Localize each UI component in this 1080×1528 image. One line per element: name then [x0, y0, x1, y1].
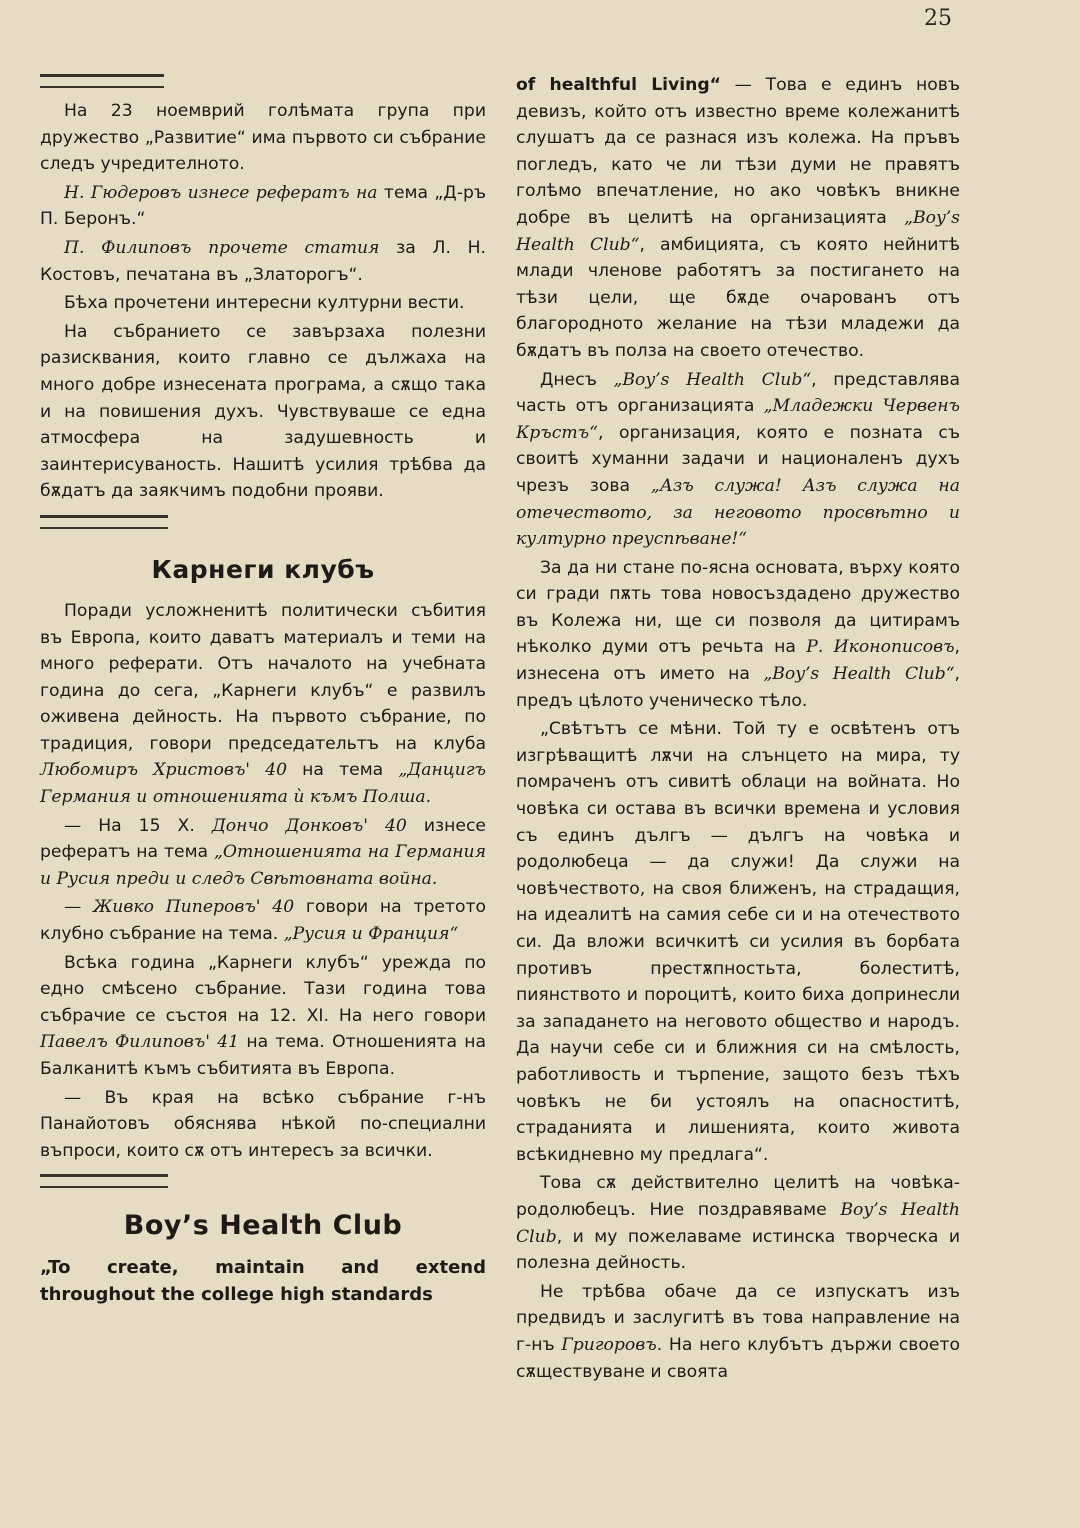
paragraph: Бѣха прочетени интересни културни вести.: [64, 293, 465, 314]
paragraph: Всѣка година „Карнеги клубъ“ урежда по едно смѣсено събрание. Тази година това събрачие се състоя на 12. XI. На него говори Павелъ Филиповъ' 41 на тема. Отношенията на Балканитѣ къмъ събитията въ Европа.: [40, 952, 487, 1079]
left-column: [40, 74, 486, 1311]
club-motto: „To create, maintain and extend throughout the college high standards: [40, 1257, 486, 1305]
paragraph: За да ни стане по-ясна основата, върху която си гради пѫть това новосъздадено дружество въ Колежа ни, ще си позволя да цитирамъ нѣколко думи отъ речьта на Р. Иконописовъ, изнесена отъ името на „Boy’s Health Club“, предъ цѣлото ученическо тѣло.: [516, 557, 960, 711]
paragraph: Това сѫ действително целитѣ на човѣка-родолюбецъ. Ние поздравяваме Boy’s Health Club, и му пожелаваме истинска творческа и полезна дейность.: [516, 1173, 960, 1274]
paragraph: Не трѣбва обаче да се изпускатъ изъ предвидъ и заслугитѣ въ това направление на г-нъ Григоровъ. На него клубътъ държи своето сѫществуване и своята: [516, 1281, 961, 1382]
section-divider: [40, 74, 164, 88]
paragraph: — Въ края на всѣко събрание г-нъ Панайотовъ обяснява нѣкой по-специални въпроси, които сѫ отъ интересъ за всички.: [40, 1087, 486, 1161]
section-title-carnegie: Карнеги клубъ: [151, 554, 375, 584]
section-divider: [40, 515, 168, 529]
paragraph: На събранието се завързаха полезни разисквания, които главно се дължаха на много добре изнесената програма, а сѫщо така и на повишения духъ. Чувствуваше се една атмосфера на задушевность и заинтерисуваность. Нашитѣ усилия трѣбва да бѫдатъ да заякчимъ подобни прояви.: [40, 321, 486, 502]
section-divider: [40, 1174, 168, 1188]
paragraph: Поради усложненитѣ политически събития въ Европа, които даватъ материалъ и теми на много реферати. Отъ началото на учебната година до сега, „Карнеги клубъ“ е развилъ оживена дейность. На първото събрание, по традиция, говори председательтъ на клуба Любомиръ Христовъ' 40 на тема „Данцигъ Германия и отношенията ѝ къмъ Полша.: [40, 600, 486, 808]
paragraph: — Живко Пиперовъ' 40 говори на третото клубно събрание на тема. „Русия и Франция“: [40, 897, 487, 945]
page-number: 25: [924, 6, 952, 31]
paragraph: „Свѣтътъ се мѣни. Той ту е освѣтенъ отъ изгрѣващитѣ лѫчи на слънцето на мира, ту помраченъ отъ сивитѣ облаци на войната. Но човѣка си остава въ всички времена и условия съ единъ дългъ — дългъ на човѣка и родолюбеца — да служи! Да служи на човѣчеството, на своя ближенъ, на страдащия, на идеалитѣ на самия себе си и на отечеството си. Да вложи всичкитѣ си усилия въ борбата противъ престѫпностьта, болеститѣ, пиянството и пороцитѣ, които биха допринесли за западането на неговото общество и народъ. Да научи себе си и ближния си на смѣлость, работливость и търпение, защото безъ тѣхъ човѣкъ не би устоялъ на опасноститѣ, страданията и лишенията, които живота всѣкидневно му предлага“.: [516, 719, 960, 1165]
paragraph: П. Филиповъ прочете статия за Л. Н. Костовъ, печатана въ „Златорогъ“.: [40, 237, 486, 285]
paragraph: of healthful Living“ — Това е единъ новъ девизъ, който отъ известно време колежанитѣ слушатъ да се разнася изъ колежа. На пръвъ погледъ, като че ли тѣзи думи не правятъ голѣмо впечатление, но ако човѣкъ вникне добре въ целитѣ на организацията „Boy’s Health Club“, амбицията, съ която нейнитѣ млади членове работятъ за постигането на тѣзи цели, ще бѫде очарованъ отъ благородното желание на тѣзи младежи да бѫдатъ въ полза на своето отечество.: [516, 75, 961, 361]
paragraph: Н. Гюдеровъ изнесе рефератъ на тема „Д-ръ П. Беронъ.“: [40, 182, 486, 230]
right-column: [516, 72, 960, 1387]
paragraph: На 23 ноемврий голѣмата група при дружество „Развитие“ има първото си събрание следъ учредителното.: [40, 101, 486, 175]
section-title-boys-health-club: Boy’s Health Club: [123, 1210, 403, 1242]
paragraph: Днесъ „Boy’s Health Club“, представлява часть отъ организацията „Младежки Червенъ Кръстъ“, организация, която е позната съ своитѣ хуманни задачи и националенъ духъ чрезъ зова „Азъ служа! Азъ служа на отечеството, за неговото просвѣтно и културно преуспѣване!“: [516, 369, 960, 550]
paragraph: — На 15 Х. Дончо Донковъ' 40 изнесе рефератъ на тема „Отношенията на Германия и Русия преди и следъ Свѣтовната война.: [40, 815, 487, 889]
